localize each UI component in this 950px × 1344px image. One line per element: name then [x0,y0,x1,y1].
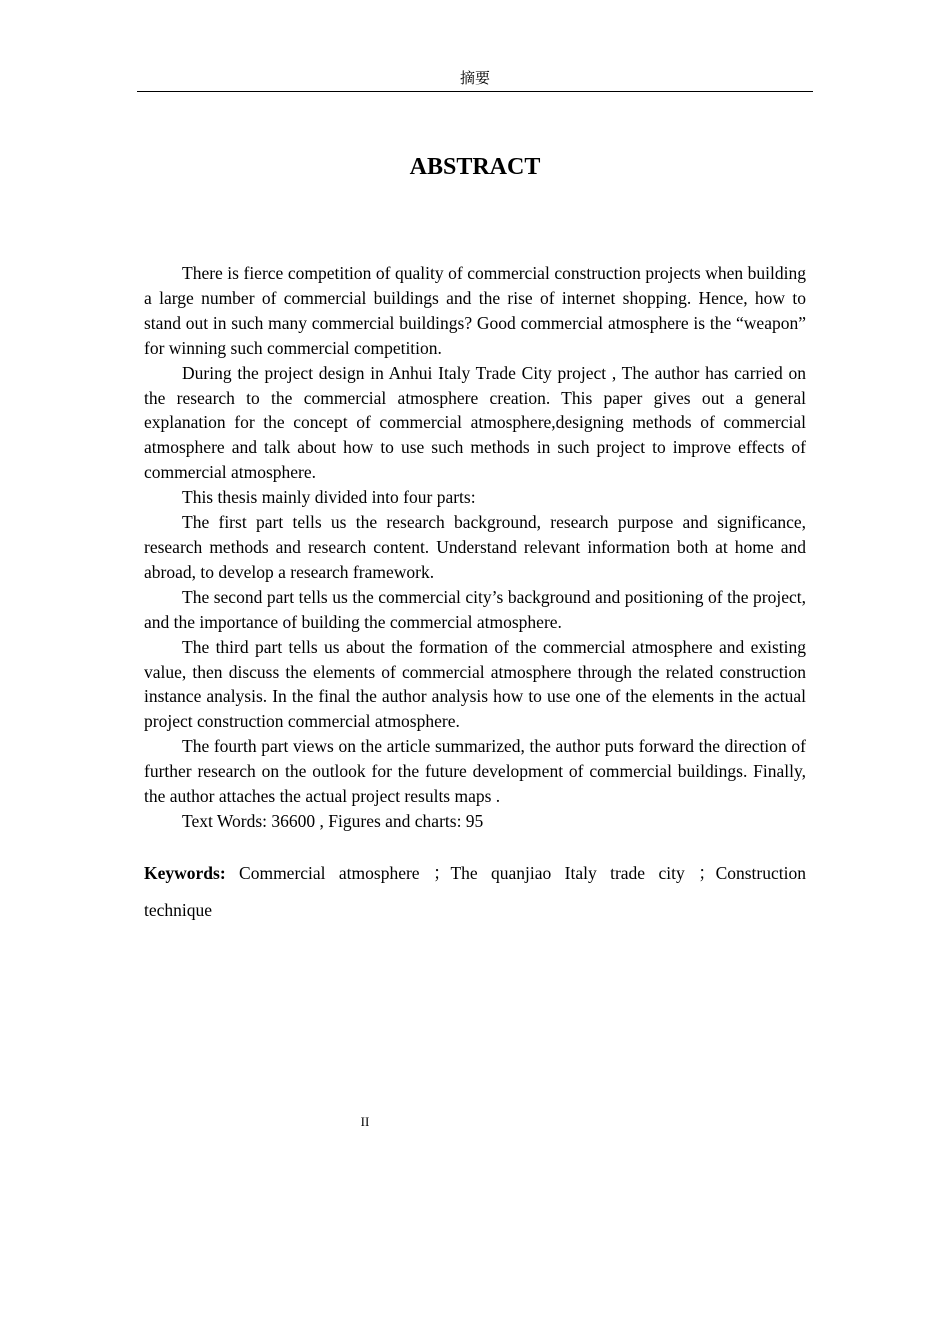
page-number: II [360,1114,370,1129]
keywords-label: Keywords: [144,863,226,883]
abstract-paragraph-4: The first part tells us the research background, research purpose and significance, research methods and research content. Understand relevant information both at home and abroad, to develop a research framework. [144,512,806,582]
abstract-paragraph-3: This thesis mainly divided into four parts: [182,487,476,508]
header-title: 摘要 [459,69,490,87]
abstract-body [144,261,806,834]
abstract-title: ABSTRACT [409,154,541,180]
text-statistics: Text Words: 36600 , Figures and charts: 95 [182,810,484,831]
abstract-paragraph-7: The fourth part views on the article summarized, the author puts forward the direction of further research on the outlook for the future development of commercial buildings. Finally, the author attaches the actual project results maps . [144,736,806,807]
abstract-paragraph-1: There is fierce competition of quality of commercial construction projects when building a large number of commercial buildings and the rise of internet shopping. Hence, how to stand out in such many commercial buildings? Good commercial atmosphere is the “weapon” for winning such commercial competition. [144,263,806,358]
running-header [137,66,813,92]
abstract-paragraph-2: During the project design in Anhui Italy Trade City project , The author has carried on the research to the commercial atmosphere creation. This paper gives out a general explanation for the concept of commercial atmosphere,designing methods of commercial atmosphere and talk about how to use such methods in such project to improve effects of commercial atmosphere. [144,362,806,483]
keywords-text: Commercial atmosphere ；The quanjiao Italy trade city ；Construction technique [144,863,806,920]
abstract-paragraph-6: The third part tells us about the formation of the commercial atmosphere and existing value, then discuss the elements of commercial atmosphere through the related construction instance analysis. In the final the author analysis how to use one of the elements in the actual project construction commercial atmosphere. [144,636,806,732]
keywords [144,855,806,929]
abstract-paragraph-5: The second part tells us the commercial city’s background and positioning of the project, and the importance of building the commercial atmosphere. [144,586,806,632]
